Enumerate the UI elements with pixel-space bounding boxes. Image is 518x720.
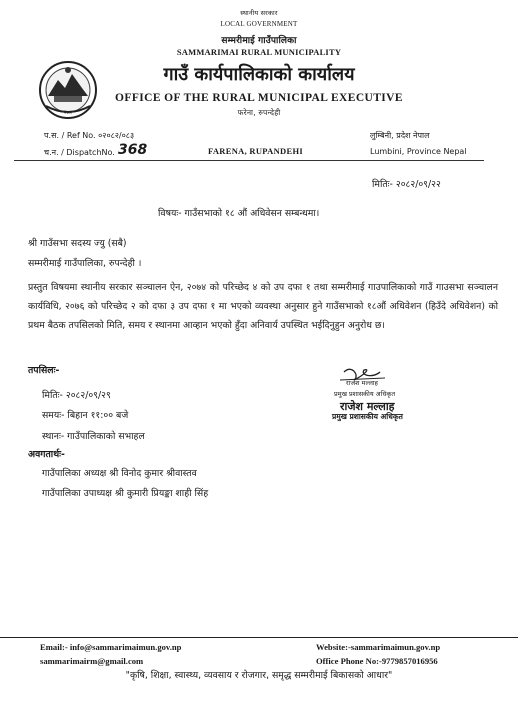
office-title-en: OFFICE OF THE RURAL MUNICIPAL EXECUTIVE xyxy=(115,92,403,104)
local-govt-np: स्थानीय सरकार xyxy=(240,9,278,17)
municipality-np: सम्मरीमाई गाउँपालिका xyxy=(221,36,297,46)
province-np: लुम्बिनी, प्रदेश नेपाल xyxy=(370,131,430,140)
footer-motto: "कृषि, शिक्षा, स्वास्थ्य, व्यवसाय र रोजगार, समृद्ध सम्मरीमाई बिकासको आधार" xyxy=(125,670,393,681)
footer-email: Email:- info@sammarimaimun.gov.np xyxy=(40,642,182,652)
header-divider xyxy=(14,160,484,161)
letter-body: प्रस्तुत विषयमा स्थानीय सरकार सञ्चालन ऐन, २०७४ को परिच्छेद ४ को उप दफा १ तथा सम्मरीमाई गाउपालिकाको गाउँ गाउसभा सञ्चालन कार्यविधि, २०७६ को परिच्छेद २ को दफा ३ उप दफा १ मा भएको व्यवस्था अनुसार हुने गाउँसभाको १८औं अधिवेशन (हिउँदे अधिवेशन) को प्रथम बैठक तपसिलको मिति, समय र स्थानमा आव्हान भएको हुँदा अनिवार्य उपस्थित भईदिनुहुन अनुरोध छ। xyxy=(28,282,498,331)
stamp-name: राजेश मल्लाह xyxy=(340,400,395,413)
recipient-line-2: सम्मरीमाई गाउँपालिका, रुपन्देही । xyxy=(28,258,142,269)
letter-date: मितिः- २०८२/०९/२२ xyxy=(372,179,441,190)
government-emblem xyxy=(38,58,98,122)
location-en: FARENA, RUPANDEHI xyxy=(208,146,303,156)
detail-date: मितिः- २०८२/०९/२९ xyxy=(42,390,111,401)
footer-website: Website:-sammarimaimun.gov.np xyxy=(316,642,441,652)
local-govt-en: LOCAL GOVERNMENT xyxy=(220,20,298,28)
stamp-title: प्रमुख प्रशासकीय अधिकृत xyxy=(332,412,403,421)
detail-time: समयः- बिहान ११:०० बजे xyxy=(42,410,129,421)
cc-heading: अवगतार्थः- xyxy=(28,449,65,460)
reference-number: प.स. / Ref No. ०२०८२/०८३ xyxy=(44,131,135,140)
municipality-en: SAMMARIMAI RURAL MUNICIPALITY xyxy=(176,47,342,57)
dispatch-label: च.न. / DispatchNo. xyxy=(44,148,115,157)
province-en: Lumbini, Province Nepal xyxy=(370,147,467,156)
detail-venue: स्थानः- गाउँपालिकाको सभाहल xyxy=(42,431,145,442)
office-title-np: गाउँ कार्यपालिकाको कार्यालय xyxy=(163,64,355,85)
footer-email-2: sammarimairm@gmail.com xyxy=(40,656,144,666)
location-np: फरेना, रुपन्देही xyxy=(237,108,281,117)
svg-text:नेपाल: नेपाल xyxy=(63,110,73,115)
details-heading: तपसिलः- xyxy=(28,365,60,376)
cc-line-1: गाउँपालिका अध्यक्ष श्री विनोद कुमार श्रीवास्तव xyxy=(42,468,197,479)
dispatch-number: 368 xyxy=(118,142,148,158)
footer-phone: Office Phone No:-9779857016956 xyxy=(316,656,438,666)
cc-line-2: गाउँपालिका उपाध्यक्ष श्री कुमारी प्रियङ्का शाही सिंह xyxy=(42,488,209,499)
recipient-line-1: श्री गाउँसभा सदस्य ज्यु (सबै) xyxy=(28,238,127,249)
letter-subject: विषयः- गाउँसभाको १८ औं अधिवेसन सम्बन्धमा। xyxy=(158,208,320,219)
signer-title-small: प्रमुख प्रशासकीय अधिकृत xyxy=(334,390,396,398)
signer-name-small: राजेश मल्लाह xyxy=(346,379,379,387)
footer-divider xyxy=(0,637,518,638)
